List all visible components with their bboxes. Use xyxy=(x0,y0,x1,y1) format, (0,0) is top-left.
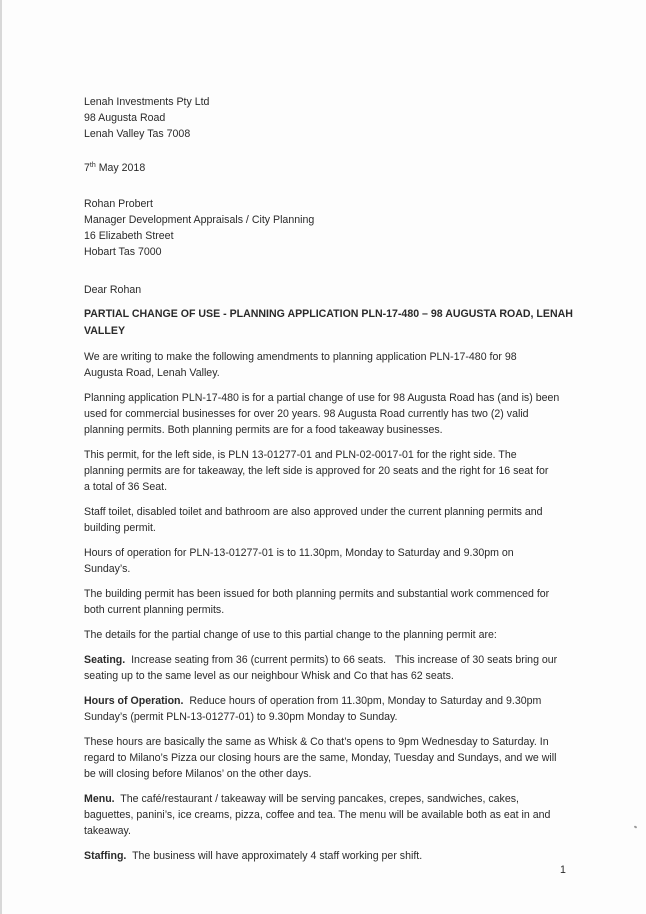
paragraph-line: Hours of operation for PLN-13-01277-01 is to 11.30pm, Monday to Saturday and 9.30pm on xyxy=(84,547,514,559)
date-day: 7 xyxy=(84,162,90,174)
recipient-name: Rohan Probert xyxy=(84,198,153,210)
paragraph-line: The business will have approximately 4 staff working per shift. xyxy=(126,850,423,862)
sender-address xyxy=(84,94,594,142)
recipient-title: Manager Development Appraisals / City Planning xyxy=(84,214,315,226)
paragraph-line: The café/restaurant / takeaway will be serving pancakes, crepes, sandwiches, cakes, xyxy=(114,793,519,805)
recipient-street: 16 Elizabeth Street xyxy=(84,230,174,242)
paragraph-line: Staff toilet, disabled toilet and bathroom are also approved under the current planning permits and xyxy=(84,506,543,518)
paragraph-line: These hours are basically the same as Whisk & Co that’s opens to 9pm Wednesday to Saturday. In xyxy=(84,736,549,748)
menu-label: Menu. xyxy=(84,793,115,805)
paragraph xyxy=(84,447,594,495)
recipient-city: Hobart Tas 7000 xyxy=(84,246,162,258)
salutation-text: Dear Rohan xyxy=(84,284,142,296)
paragraph-line: a total of 36 Seat. xyxy=(84,481,168,493)
paragraph xyxy=(84,545,594,577)
menu-paragraph xyxy=(84,791,594,839)
paragraph xyxy=(84,734,594,782)
hours-paragraph xyxy=(84,693,594,725)
sender-street: 98 Augusta Road xyxy=(84,112,166,124)
paragraph-line: seating up to the same level as our neighbour Whisk and Co that has 62 seats. xyxy=(84,670,454,682)
letter-date xyxy=(84,160,594,176)
seating-paragraph xyxy=(84,652,594,684)
paragraph-line: Sunday’s (permit PLN-13-01277-01) to 9.30pm Monday to Sunday. xyxy=(84,711,398,723)
paragraph-line: The building permit has been issued for both planning permits and substantial work commenced for xyxy=(84,588,550,600)
paragraph-line: Augusta Road, Lenah Valley. xyxy=(84,367,220,379)
paragraph-line: This permit, for the left side, is PLN 13-01277-01 and PLN-02-0017-01 for the right side. The xyxy=(84,449,517,461)
paragraph-line: be will closing before Milanos’ on the other days. xyxy=(84,768,312,780)
paragraph-line: building permit. xyxy=(84,522,156,534)
subject-line-2: VALLEY xyxy=(84,325,126,337)
paragraph-line: Sunday’s. xyxy=(84,563,131,575)
scan-edge xyxy=(0,0,2,914)
staffing-paragraph xyxy=(84,848,594,864)
paragraph xyxy=(84,504,594,536)
paragraph-line: planning permits are for takeaway, the left side is approved for 20 seats and the right for 16 seat for xyxy=(84,465,549,477)
paragraph-line: Planning application PLN-17-480 is for a partial change of use for 98 Augusta Road has (and is) been xyxy=(84,392,560,404)
date-rest: May 2018 xyxy=(95,162,146,174)
paragraph xyxy=(84,349,594,381)
recipient-address xyxy=(84,196,594,260)
paragraph-line: Increase seating from 36 (current permits) to 66 seats. This increase of 30 seats bring our xyxy=(125,654,558,666)
scan-speck xyxy=(634,825,638,828)
paragraph xyxy=(84,390,594,438)
paragraph-line: planning permits. Both planning permits are for a food takeaway businesses. xyxy=(84,424,443,436)
subject-heading xyxy=(84,306,594,340)
hours-label: Hours of Operation. xyxy=(84,695,184,707)
subject-line-1: PARTIAL CHANGE OF USE - PLANNING APPLICATION PLN-17-480 – 98 AUGUSTA ROAD, LENAH xyxy=(84,308,573,320)
paragraph-line: We are writing to make the following amendments to planning application PLN-17-480 for 98 xyxy=(84,351,517,363)
paragraph-line: Reduce hours of operation from 11.30pm, Monday to Saturday and 9.30pm xyxy=(183,695,542,707)
sender-name: Lenah Investments Pty Ltd xyxy=(84,96,210,108)
page-number: 1 xyxy=(560,864,566,876)
paragraph-line: takeaway. xyxy=(84,825,131,837)
salutation xyxy=(84,282,594,298)
letter-body xyxy=(84,94,594,873)
paragraph xyxy=(84,586,594,618)
sender-city: Lenah Valley Tas 7008 xyxy=(84,128,191,140)
paragraph-line: baguettes, panini’s, ice creams, pizza, coffee and tea. The menu will be available both as eat in and xyxy=(84,809,551,821)
paragraph-line: The details for the partial change of use to this partial change to the planning permit are: xyxy=(84,629,497,641)
paragraph-line: regard to Milano’s Pizza our closing hours are the same, Monday, Tuesday and Sundays, and we will xyxy=(84,752,557,764)
staffing-label: Staffing. xyxy=(84,850,127,862)
seating-label: Seating. xyxy=(84,654,126,666)
paragraph xyxy=(84,627,594,643)
paragraph-line: both current planning permits. xyxy=(84,604,225,616)
paragraph-line: used for commercial businesses for over 20 years. 98 Augusta Road currently has two (2) valid xyxy=(84,408,529,420)
date-ordinal: th xyxy=(89,162,96,169)
